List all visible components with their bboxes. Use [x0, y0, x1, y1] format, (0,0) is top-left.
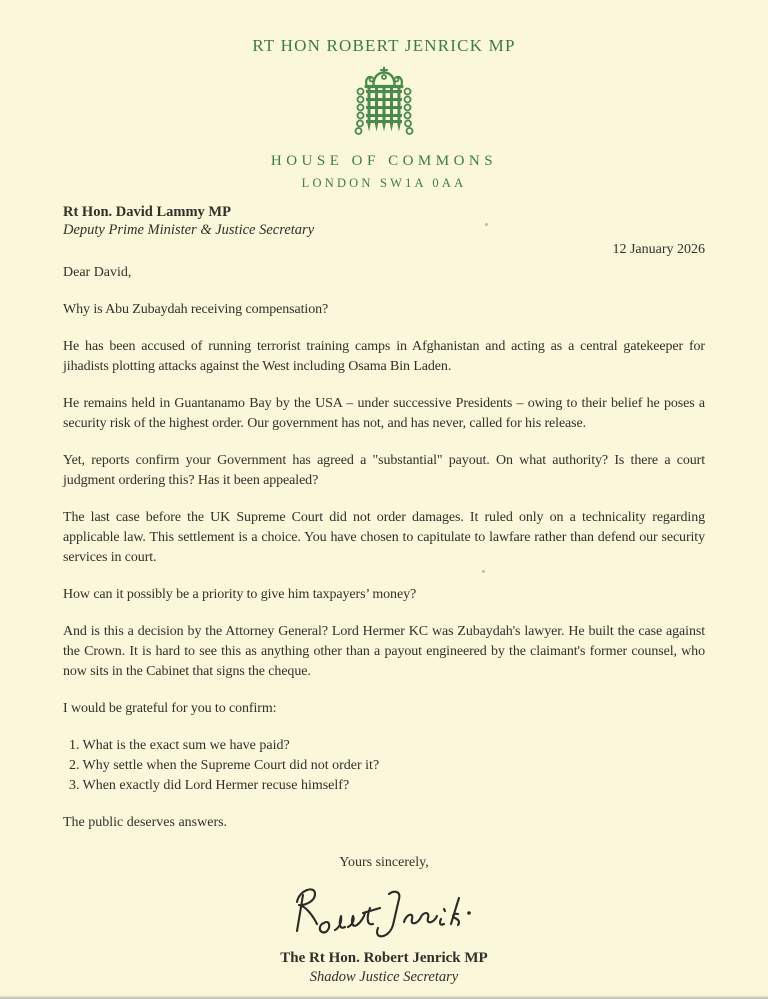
recipient-name: Rt Hon. David Lammy MP	[63, 204, 231, 220]
body-paragraph: Why is Abu Zubaydah receiving compensation?	[63, 302, 329, 317]
page-bottom-edge	[0, 995, 768, 999]
signoff-role: Shadow Justice Secretary	[309, 969, 459, 985]
question-text: What is the exact sum we have paid?	[82, 738, 290, 753]
question-item	[69, 736, 705, 756]
questions-list	[63, 736, 705, 796]
body-paragraph: And is this a decision by the Attorney General? Lord Hermer KC was Zubaydah's lawyer. He built the case against the Crown. It is hard to see this as anything other than a payout engineered by the claimant's former counsel, who now sits in the Cabinet that signs the cheque.	[63, 624, 705, 679]
question-item	[69, 756, 705, 776]
question-text: When exactly did Lord Hermer recuse himself?	[82, 778, 350, 793]
question-number: 1.	[69, 738, 80, 753]
scan-speck	[482, 570, 485, 573]
question-number: 3.	[69, 778, 80, 793]
recipient-title: Deputy Prime Minister & Justice Secretary	[63, 222, 315, 238]
body-paragraph: The last case before the UK Supreme Court did not order damages. It ruled only on a technicality regarding applicable law. This settlement is a choice. You have chosen to capitulate to lawfare rather than defend our security services in court.	[63, 510, 705, 565]
salutation: Dear David,	[63, 265, 132, 280]
body-paragraph: Yet, reports confirm your Government has agreed a "substantial" payout. On what authority? Is there a court judgment ordering this? Has it been appealed?	[63, 453, 705, 488]
body-paragraph: He has been accused of running terrorist training camps in Afghanistan and acting as a central gatekeeper for jihadists plotting attacks against the West including Osama Bin Laden.	[63, 339, 705, 374]
letterhead-institution: HOUSE OF COMMONS	[270, 153, 498, 169]
valediction: Yours sincerely,	[339, 855, 429, 870]
recipient-block	[63, 203, 705, 239]
question-text: Why settle when the Supreme Court did not order it?	[82, 758, 380, 773]
portcullis-crown-icon	[352, 66, 416, 140]
handwritten-signature-icon	[291, 883, 477, 941]
letterhead	[63, 36, 705, 191]
letterhead-member-name: RT HON ROBERT JENRICK MP	[252, 36, 516, 55]
closing-line: The public deserves answers.	[63, 815, 228, 830]
body-paragraph: How can it possibly be a priority to give him taxpayers’ money?	[63, 587, 417, 602]
date-line: 12 January 2026	[612, 242, 705, 257]
body-paragraph: I would be grateful for you to confirm:	[63, 701, 277, 716]
question-item	[69, 776, 705, 796]
body-paragraph: He remains held in Guantanamo Bay by the USA – under successive Presidents – owing to their belief he poses a security risk of the highest order. Our government has not, and has never, called for his release.	[63, 396, 705, 431]
signoff-name: The Rt Hon. Robert Jenrick MP	[280, 950, 488, 966]
letterhead-address: LONDON SW1A 0AA	[301, 176, 467, 190]
scan-speck	[485, 223, 488, 226]
question-number: 2.	[69, 758, 80, 773]
